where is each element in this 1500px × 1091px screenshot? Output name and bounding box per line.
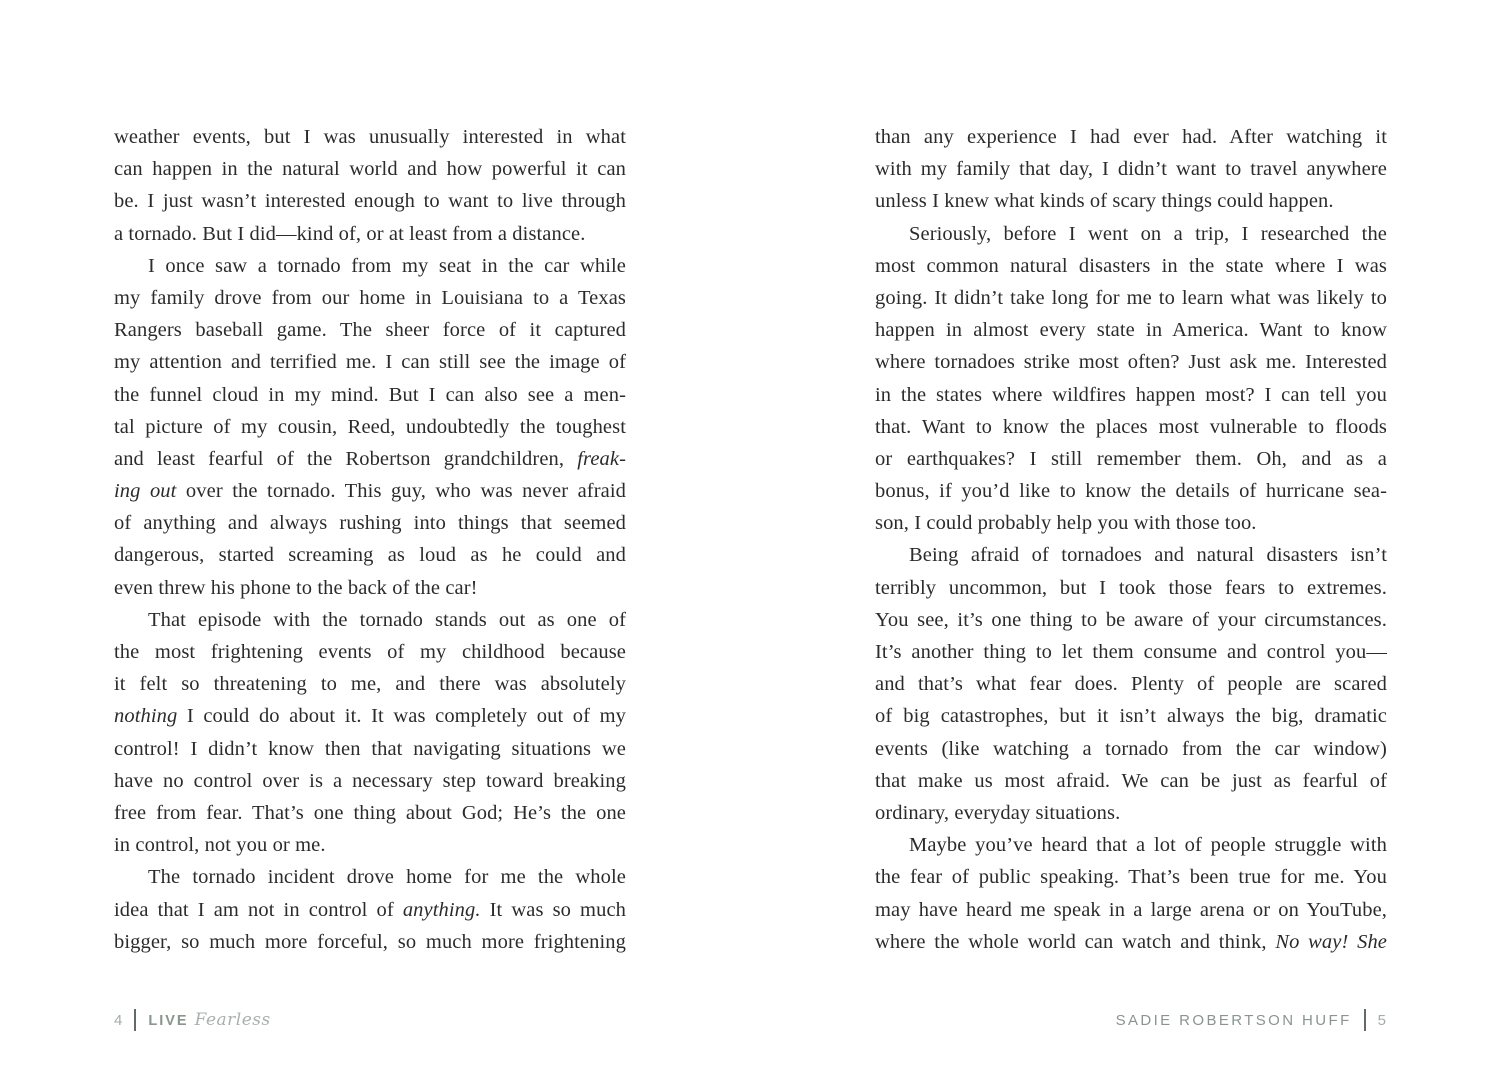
- left-page-text-column: [114, 121, 626, 958]
- book-title-caps: LIVE: [148, 1013, 189, 1029]
- text-line: The tornado incident drove home for me the whole: [148, 866, 626, 889]
- italic-emphasis: anything.: [402, 898, 481, 921]
- text-line: that. Want to know the places most vulnerable to floods: [875, 415, 1387, 438]
- running-head-author: SADIE ROBERTSON HUFF: [1115, 1011, 1352, 1029]
- text-line: than any experience I had ever had. After watching it: [875, 126, 1387, 148]
- text-line: it felt so threatening to me, and there was absolutely: [114, 673, 626, 696]
- text-line: Rangers baseball game. The sheer force of it captured: [114, 319, 626, 342]
- text-line: That episode with the tornado stands out as one of: [148, 608, 626, 631]
- italic-emphasis: ing out: [114, 480, 177, 503]
- text-line: a tornado. But I did—kind of, or at least from a distance.: [114, 222, 586, 245]
- text-line: my family drove from our home in Louisiana to a Texas: [114, 286, 626, 309]
- running-head-book-title: [148, 1010, 270, 1030]
- text-line: [875, 926, 1387, 958]
- text-line: Being afraid of tornadoes and natural disasters isn’t: [909, 544, 1387, 567]
- text-line: I once saw a tornado from my seat in the car while: [148, 254, 626, 277]
- text-line: weather events, but I was unusually interested in what: [114, 126, 626, 148]
- text-line: happen in almost every state in America. Want to know: [875, 319, 1387, 342]
- text-line: can happen in the natural world and how powerful it can: [114, 158, 626, 181]
- page-number: 4: [114, 1011, 123, 1029]
- text-line: going. It didn’t take long for me to learn what was likely to: [875, 286, 1387, 309]
- text-line: of big catastrophes, but it isn’t always the big, dramatic: [875, 705, 1387, 728]
- text-line: terribly uncommon, but I took those fears to extremes.: [875, 576, 1387, 599]
- left-page-footer: [114, 1009, 271, 1031]
- text-line: Maybe you’ve heard that a lot of people struggle with: [909, 834, 1387, 857]
- text-line: most common natural disasters in the state where I was: [875, 254, 1387, 277]
- right-page: [750, 0, 1500, 1091]
- text-line: events (like watching a tornado from the car window): [875, 737, 1387, 760]
- text-line: tal picture of my cousin, Reed, undoubtedly the toughest: [114, 415, 626, 438]
- italic-emphasis: nothing: [114, 705, 178, 728]
- text-line: You see, it’s one thing to be aware of your circumstances.: [875, 608, 1387, 631]
- text-line: in the states where wildfires happen most? I can tell you: [875, 383, 1387, 406]
- text-line: have no control over is a necessary step toward breaking: [114, 769, 626, 792]
- text-run: It was so much: [480, 898, 626, 921]
- book-title-script: Fearless: [194, 1010, 271, 1030]
- text-line: control! I didn’t know then that navigating situations we: [114, 737, 626, 760]
- text-line: [114, 475, 626, 507]
- text-line: the funnel cloud in my mind. But I can also see a men-: [114, 383, 626, 406]
- text-line: the most frightening events of my childhood because: [114, 641, 626, 663]
- text-line: with my family that day, I didn’t want to travel anywhere: [875, 158, 1387, 181]
- right-page-text-column: [875, 121, 1387, 958]
- right-page-footer: [1116, 1009, 1386, 1031]
- text-line: unless I knew what kinds of scary things could happen.: [875, 190, 1334, 213]
- page-number: 5: [1377, 1011, 1386, 1029]
- text-run: idea that I am not in control of: [114, 898, 403, 921]
- text-line: and that’s what fear does. Plenty of people are scared: [875, 673, 1387, 696]
- italic-emphasis: No way! She: [1275, 930, 1387, 953]
- text-line: Seriously, before I went on a trip, I researched the: [909, 222, 1387, 245]
- text-line: be. I just wasn’t interested enough to want to live through: [114, 190, 626, 213]
- text-line: where tornadoes strike most often? Just ask me. Interested: [875, 351, 1387, 374]
- text-line: or earthquakes? I still remember them. Oh, and as a: [875, 447, 1387, 470]
- footer-divider: [1364, 1009, 1366, 1031]
- text-line: in control, not you or me.: [114, 834, 326, 857]
- text-line: of anything and always rushing into things that seemed: [114, 512, 626, 535]
- text-line: [114, 700, 626, 732]
- text-line: bonus, if you’d like to know the details of hurricane sea-: [875, 480, 1387, 503]
- footer-divider: [134, 1009, 136, 1031]
- text-line: even threw his phone to the back of the car!: [114, 576, 478, 599]
- text-run: where the whole world can watch and think,: [875, 930, 1276, 953]
- text-run: I could do about it. It was completely out of my: [177, 705, 626, 728]
- italic-emphasis: freak-: [577, 447, 626, 470]
- text-line: bigger, so much more forceful, so much more frightening: [114, 930, 626, 953]
- text-line: my attention and terrified me. I can still see the image of: [114, 351, 626, 374]
- text-line: that make us most afraid. We can be just as fearful of: [875, 769, 1387, 792]
- text-line: [114, 894, 626, 926]
- text-run: over the tornado. This guy, who was never afraid: [176, 480, 627, 503]
- text-run: and least fearful of the Robertson grandchildren,: [114, 447, 578, 470]
- text-line: the fear of public speaking. That’s been true for me. You: [875, 866, 1387, 889]
- text-line: son, I could probably help you with those too.: [875, 512, 1257, 535]
- text-line: free from fear. That’s one thing about God; He’s the one: [114, 801, 626, 824]
- text-line: [114, 443, 626, 475]
- text-line: It’s another thing to let them consume and control you—: [875, 641, 1387, 663]
- text-line: dangerous, started screaming as loud as he could and: [114, 544, 626, 567]
- text-line: ordinary, everyday situations.: [875, 801, 1121, 824]
- text-line: may have heard me speak in a large arena or on YouTube,: [875, 898, 1387, 921]
